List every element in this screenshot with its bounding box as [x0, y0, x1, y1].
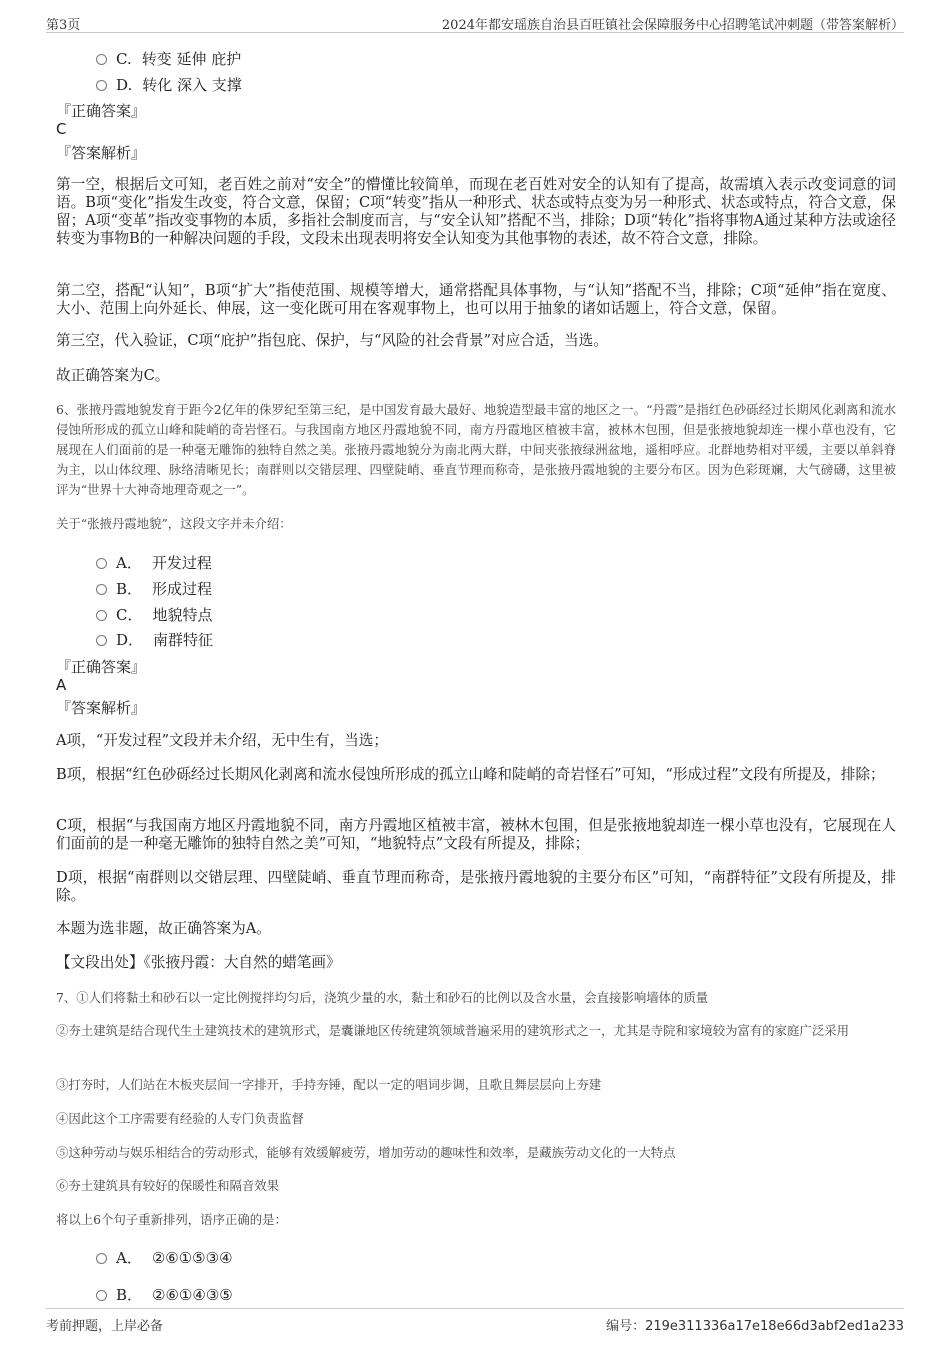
q5-analysis-paragraph: 第三空，代入验证，C项“庇护”指包庇、保护，与“风险的社会背景”对应合适，当选。 — [56, 332, 608, 349]
radio-icon[interactable] — [96, 558, 107, 569]
q7-sentence: ③打夯时，人们站在木板夹层间一字排开，手持夯锤，配以一定的唱词步调，且歌且舞层层向上夯建 — [56, 1077, 602, 1092]
q7-option-b[interactable]: B． ②⑥①④③⑤ — [96, 1284, 233, 1305]
footer-slogan: 考前押题，上岸必备 — [46, 1319, 164, 1334]
radio-icon[interactable] — [96, 610, 107, 621]
q6-option-c[interactable]: C． 地貌特点 — [96, 604, 213, 625]
page-footer — [46, 1308, 904, 1335]
q5-analysis-label: 『答案解析』 — [56, 144, 147, 162]
radio-icon[interactable] — [96, 1290, 107, 1301]
q5-option-c[interactable]: C. 转变 延伸 庇护 — [96, 48, 241, 69]
q7-option-a[interactable]: A． ②⑥①⑤③④ — [96, 1247, 233, 1268]
q7-sentence: ④因此这个工序需要有经验的人专门负责监督 — [56, 1111, 304, 1126]
q6-analysis-paragraph: B项，根据“红色砂砾经过长期风化剥离和流水侵蚀所形成的孤立山峰和陡峭的奇岩怪石”可知，“形成过程”文段有所提及，排除； — [56, 766, 885, 783]
radio-icon[interactable] — [96, 1253, 107, 1264]
radio-icon[interactable] — [96, 584, 107, 595]
page-number: 第3页 — [46, 18, 81, 33]
radio-icon[interactable] — [96, 54, 107, 65]
q6-analysis-paragraph: C项，根据“与我国南方地区丹霞地貌不同，南方丹霞地区植被丰富，被林木包围，但是张掖地貌却连一棵小草也没有，它展现在人们面前的是一种毫无雕饰的独特自然之美”可知，“地貌特点”文段有所提及，排除； — [56, 817, 896, 852]
q6-option-a[interactable]: A． 开发过程 — [96, 552, 212, 573]
q6-source: 【文段出处】《张掖丹霞：大自然的蜡笔画》 — [56, 954, 341, 971]
q6-option-b[interactable]: B． 形成过程 — [96, 578, 212, 599]
q5-analysis-paragraph: 第二空，搭配“认知”，B项“扩大”指使范围、规模等增大，通常搭配具体事物，与“认知”搭配不当，排除；C项“延伸”指在宽度、大小、范围上向外延长、伸展，这一变化既可用在客观事物上，也可以用于抽象的诸如话题上，符合文意，保留。 — [56, 282, 896, 317]
q7-sentence: ⑥夯土建筑具有较好的保暖性和隔音效果 — [56, 1178, 280, 1193]
q7-sentence: ⑤这种劳动与娱乐相结合的劳动形式，能够有效缓解疲劳，增加劳动的趣味性和效率，是藏族劳动文化的一大特点 — [56, 1145, 676, 1160]
document-code: 编号：219e311336a17e18e66d3abf2ed1a233 — [606, 1319, 904, 1334]
q6-analysis-paragraph: A项，“开发过程”文段并未介绍，无中生有，当选； — [56, 732, 388, 749]
q7-sentence: 7、①人们将黏土和砂石以一定比例搅拌均匀后，浇筑少量的水，黏土和砂石的比例以及含水量，会直接影响墙体的质量 — [56, 990, 709, 1005]
document-title: 2024年都安瑶族自治县百旺镇社会保障服务中心招聘笔试冲刺题（带答案解析） — [441, 18, 904, 33]
radio-icon[interactable] — [96, 80, 107, 91]
q5-option-d[interactable]: D. 转化 深入 支撑 — [96, 74, 242, 95]
q7-sentence: ②夯土建筑是结合现代生土建筑技术的建筑形式，是囊谦地区传统建筑领域普遍采用的建筑形式之一，尤其是寺院和家境较为富有的家庭广泛采用 — [56, 1023, 849, 1038]
q6-answer: A — [56, 676, 67, 694]
q5-analysis-paragraph: 故正确答案为C。 — [56, 367, 170, 384]
q7-question: 将以上6个句子重新排列，语序正确的是： — [56, 1212, 287, 1227]
q6-answer-label: 『正确答案』 — [56, 658, 147, 676]
q5-analysis-paragraph: 第一空，根据后文可知，老百姓之前对“安全”的懵懂比较简单，而现在老百姓对安全的认知有了提高，故需填入表示改变词意的词语。B项“变化”指发生改变，符合文意，保留；C项“转变”指从一种形式、状态或特点变为另一种形式、状态或特点，符合文意，保留；A项“变革”指改变事物的本质，多指社会制度而言，与“安全认知”搭配不当，排除；D项“转化”指将事物A通过某种方法或途径转变为事物B的一种解决问题的手段，文段未出现表明将安全认知变为其他事物的表述，故不符合文意，排除。 — [56, 176, 896, 247]
q5-answer: C — [56, 120, 67, 138]
q6-question: 关于“张掖丹霞地貌”，这段文字并未介绍： — [56, 516, 292, 531]
q6-analysis-label: 『答案解析』 — [56, 699, 147, 717]
q6-stem: 6、张掖丹霞地貌发育于距今2亿年的侏罗纪至第三纪，是中国发育最大最好、地貌造型最丰富的地区之一。“丹霞”是指红色砂砾经过长期风化剥离和流水侵蚀所形成的孤立山峰和陡峭的奇岩怪石。与我国南方地区丹霞地貌不同，南方丹霞地区植被丰富，被林木包围，但是张掖地貌却连一棵小草也没有，它展现在人们面前的是一种毫无雕饰的独特自然之美。张掖丹霞地貌分为南北两大群，中间夹张掖绿洲盆地，遥相呼应。北群地势相对平缓，主要以单斜脊为主，以山体纹理、脉络清晰见长；南群则以交错层理、四壁陡峭、垂直节理而称奇，是张掖丹霞地貌的主要分布区。因为色彩斑斓，大气磅礴，这里被评为“世界十大神奇地理奇观之一”。 — [56, 402, 896, 497]
q5-answer-label: 『正确答案』 — [56, 102, 147, 120]
q6-analysis-paragraph: 本题为选非题，故正确答案为A。 — [56, 920, 271, 937]
q6-analysis-paragraph: D项，根据“南群则以交错层理、四壁陡峭、垂直节理而称奇，是张掖丹霞地貌的主要分布区”可知，“南群特征”文段有所提及，排除。 — [56, 869, 896, 904]
q6-option-d[interactable]: D． 南群特征 — [96, 629, 213, 650]
page-header — [46, 10, 904, 33]
radio-icon[interactable] — [96, 635, 107, 646]
